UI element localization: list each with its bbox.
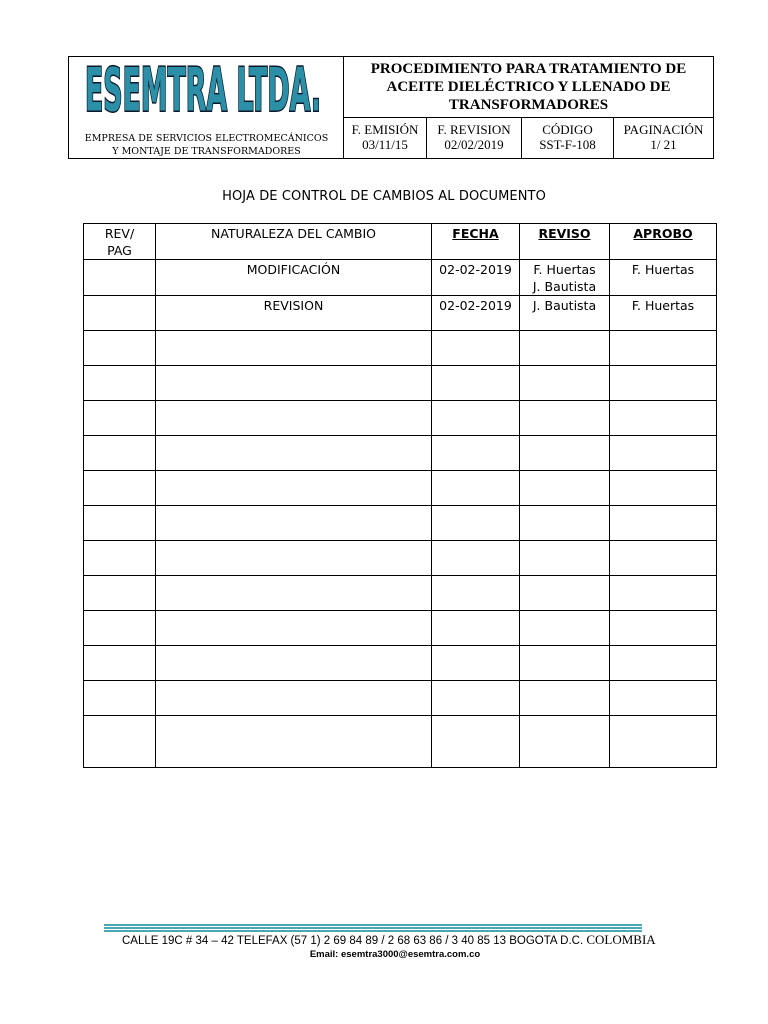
cell-date bbox=[432, 646, 520, 681]
procedure-title: PROCEDIMIENTO PARA TRATAMIENTO DE ACEITE DIELÉCTRICO Y LLENADO DE TRANSFORMADORES bbox=[344, 57, 713, 118]
cell-date bbox=[432, 366, 520, 401]
cell-change: REVISION bbox=[156, 296, 432, 331]
cell-rev bbox=[84, 646, 156, 681]
cell-date bbox=[432, 611, 520, 646]
cell-rev bbox=[84, 681, 156, 716]
meta-label: F. REVISION bbox=[437, 122, 511, 137]
company-line-1: EMPRESA DE SERVICIOS ELECTROMECÁNICOS bbox=[84, 133, 329, 144]
column-rev-pag-label: REV/ PAG bbox=[104, 226, 135, 258]
cell-change bbox=[156, 611, 432, 646]
meta-value: 02/02/2019 bbox=[444, 137, 504, 152]
document-metadata bbox=[344, 118, 713, 158]
cell-rev bbox=[84, 296, 156, 331]
table-header-row bbox=[84, 224, 717, 260]
cell-change: MODIFICACIÓN bbox=[156, 260, 432, 296]
cell-reviewed bbox=[520, 401, 610, 436]
document-header bbox=[68, 56, 714, 159]
cell-change bbox=[156, 401, 432, 436]
cell-approved bbox=[610, 331, 717, 366]
meta-label: CÓDIGO bbox=[542, 122, 593, 137]
cell-reviewed: F. Huertas J. Bautista bbox=[520, 260, 610, 296]
table-row bbox=[84, 331, 717, 366]
cell-date: 02-02-2019 bbox=[432, 260, 520, 296]
cell-reviewed bbox=[520, 681, 610, 716]
column-date-label: FECHA bbox=[452, 226, 499, 241]
cell-date bbox=[432, 576, 520, 611]
company-logo bbox=[81, 59, 333, 131]
cell-date bbox=[432, 681, 520, 716]
cell-change bbox=[156, 471, 432, 506]
cell-reviewed bbox=[520, 646, 610, 681]
cell-rev bbox=[84, 436, 156, 471]
table-row bbox=[84, 366, 717, 401]
cell-rev bbox=[84, 716, 156, 768]
cell-approved bbox=[610, 366, 717, 401]
meta-label: F. EMISIÓN bbox=[351, 122, 419, 137]
cell-approved bbox=[610, 646, 717, 681]
cell-date bbox=[432, 401, 520, 436]
cell-approved bbox=[610, 611, 717, 646]
cell-reviewed bbox=[520, 716, 610, 768]
footer-email: Email: esemtra3000@esemtra.com.co bbox=[309, 949, 481, 960]
table-row bbox=[84, 541, 717, 576]
meta-code bbox=[522, 118, 614, 158]
meta-value: SST-F-108 bbox=[539, 137, 596, 152]
cell-approved bbox=[610, 576, 717, 611]
table-row bbox=[84, 611, 717, 646]
cell-approved bbox=[610, 401, 717, 436]
cell-change bbox=[156, 541, 432, 576]
company-description bbox=[69, 132, 344, 158]
cell-change bbox=[156, 331, 432, 366]
cell-reviewed bbox=[520, 506, 610, 541]
table-row bbox=[84, 506, 717, 541]
column-change-label: NATURALEZA DEL CAMBIO bbox=[210, 226, 377, 241]
cell-date: 02-02-2019 bbox=[432, 296, 520, 331]
column-reviewed bbox=[520, 224, 610, 260]
cell-rev bbox=[84, 611, 156, 646]
cell-rev bbox=[84, 576, 156, 611]
logo-text: ESEMTRA LTDA. bbox=[85, 59, 321, 126]
cell-change bbox=[156, 716, 432, 768]
cell-reviewed bbox=[520, 436, 610, 471]
cell-rev bbox=[84, 366, 156, 401]
meta-value: 1/ 21 bbox=[650, 137, 677, 152]
sheet-title: HOJA DE CONTROL DE CAMBIOS AL DOCUMENTO bbox=[222, 189, 546, 204]
table-row bbox=[84, 436, 717, 471]
cell-reviewed: J. Bautista bbox=[520, 296, 610, 331]
table-row bbox=[84, 296, 717, 331]
meta-pagination bbox=[614, 118, 713, 158]
cell-approved bbox=[610, 541, 717, 576]
cell-rev bbox=[84, 401, 156, 436]
cell-change bbox=[156, 436, 432, 471]
table-row bbox=[84, 401, 717, 436]
table-row bbox=[84, 646, 717, 681]
cell-approved: F. Huertas bbox=[610, 296, 717, 331]
cell-reviewed bbox=[520, 541, 610, 576]
table-row bbox=[84, 576, 717, 611]
address-country: COLOMBIA bbox=[586, 932, 656, 947]
logo-cell bbox=[69, 57, 344, 158]
table-body bbox=[84, 260, 717, 768]
cell-reviewed bbox=[520, 331, 610, 366]
column-approved-label: APROBO bbox=[633, 226, 693, 241]
table-row bbox=[84, 260, 717, 296]
cell-approved bbox=[610, 506, 717, 541]
cell-change bbox=[156, 681, 432, 716]
cell-change bbox=[156, 366, 432, 401]
cell-rev bbox=[84, 506, 156, 541]
column-approved bbox=[610, 224, 717, 260]
cell-rev bbox=[84, 331, 156, 366]
cell-approved bbox=[610, 681, 717, 716]
cell-approved bbox=[610, 716, 717, 768]
change-control-table bbox=[83, 223, 717, 768]
cell-reviewed bbox=[520, 576, 610, 611]
table-row bbox=[84, 681, 717, 716]
cell-reviewed bbox=[520, 366, 610, 401]
cell-date bbox=[432, 471, 520, 506]
meta-revision-date bbox=[427, 118, 522, 158]
column-rev-pag bbox=[84, 224, 156, 260]
column-change bbox=[156, 224, 432, 260]
cell-rev bbox=[84, 471, 156, 506]
cell-change bbox=[156, 646, 432, 681]
cell-date bbox=[432, 436, 520, 471]
meta-value: 03/11/15 bbox=[362, 137, 408, 152]
cell-rev bbox=[84, 541, 156, 576]
meta-label: PAGINACIÓN bbox=[623, 122, 704, 137]
cell-approved bbox=[610, 436, 717, 471]
cell-date bbox=[432, 506, 520, 541]
table-row bbox=[84, 471, 717, 506]
company-line-2: Y MONTAJE DE TRANSFORMADORES bbox=[112, 146, 301, 157]
address-text: CALLE 19C # 34 – 42 TELEFAX (57 1) 2 69 84 89 / 2 68 63 86 / 3 40 85 13 BOGOTA D.C. bbox=[122, 935, 584, 947]
cell-date bbox=[432, 541, 520, 576]
cell-approved bbox=[610, 471, 717, 506]
meta-issue-date bbox=[344, 118, 427, 158]
cell-change bbox=[156, 576, 432, 611]
cell-approved: F. Huertas bbox=[610, 260, 717, 296]
cell-rev bbox=[84, 260, 156, 296]
cell-date bbox=[432, 716, 520, 768]
cell-reviewed bbox=[520, 611, 610, 646]
column-date bbox=[432, 224, 520, 260]
table-row bbox=[84, 716, 717, 768]
column-reviewed-label: REVISO bbox=[538, 226, 591, 241]
cell-change bbox=[156, 506, 432, 541]
cell-date bbox=[432, 331, 520, 366]
cell-reviewed bbox=[520, 471, 610, 506]
footer-address bbox=[122, 932, 656, 948]
